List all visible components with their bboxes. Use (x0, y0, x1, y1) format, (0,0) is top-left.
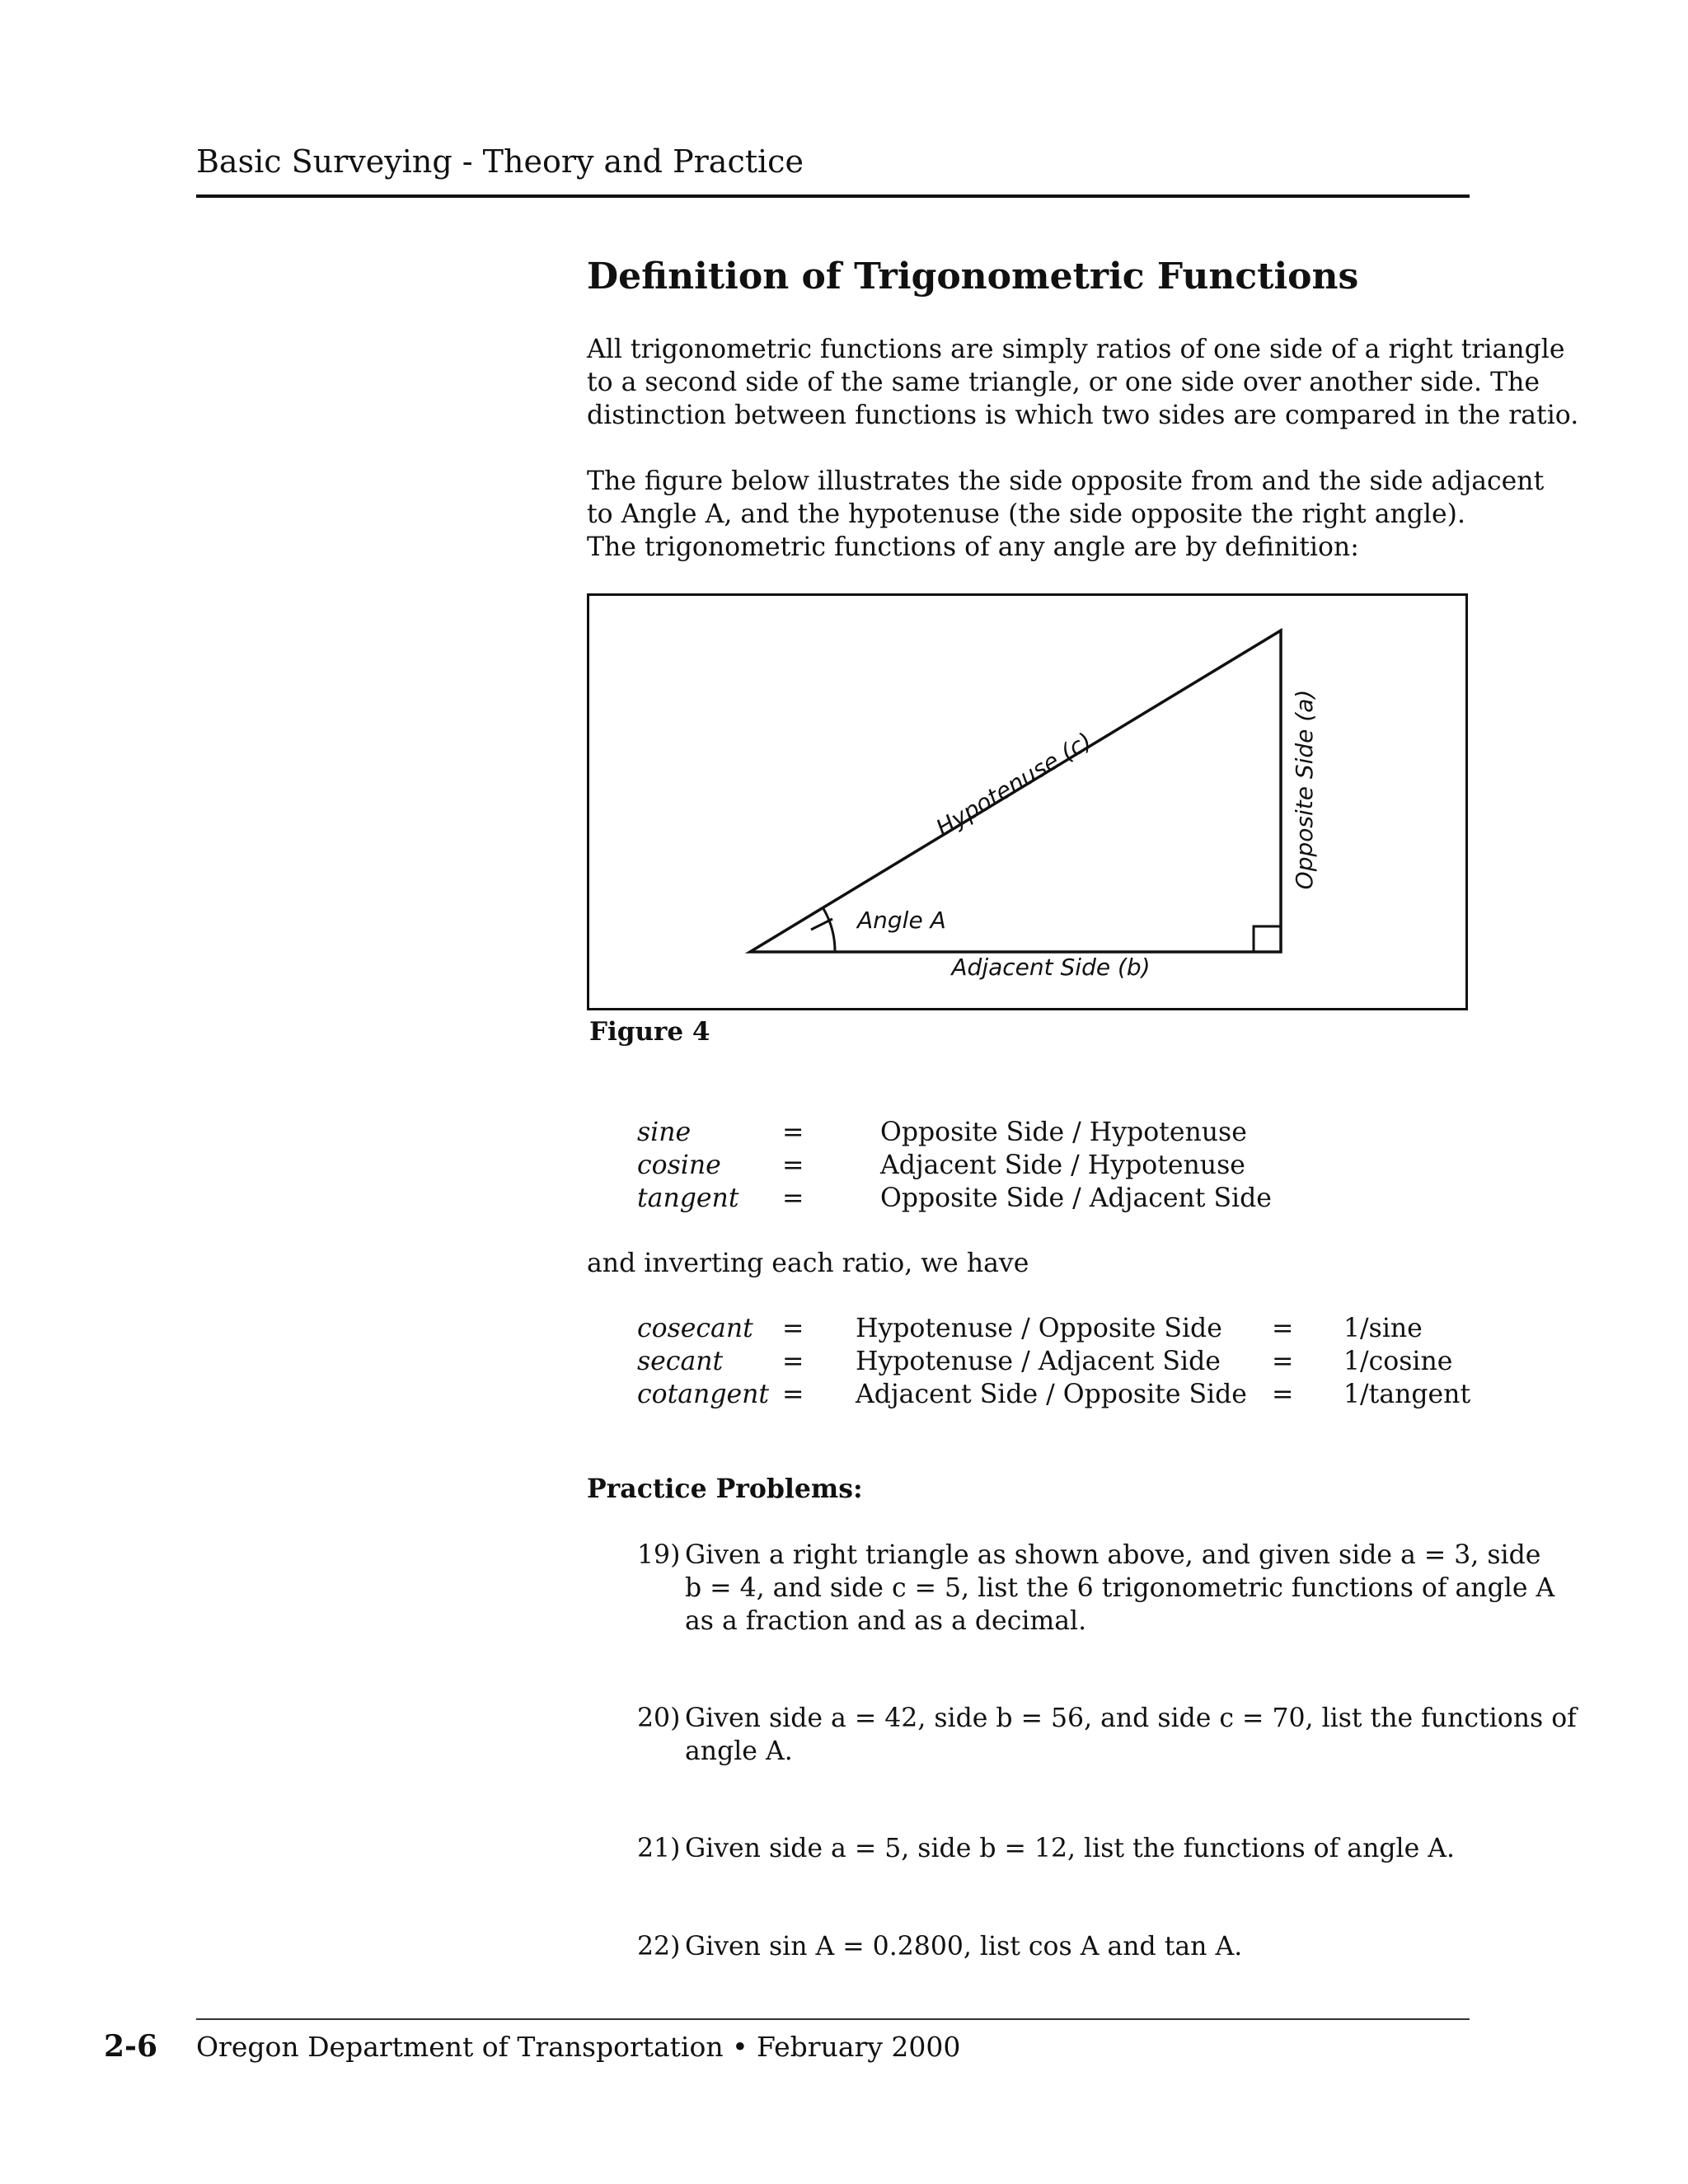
function-ratio: Opposite Side / Adjacent Side (880, 1183, 1272, 1213)
equals-sign: = (782, 1151, 804, 1180)
intro-line: All trigonometric functions are simply ratios of one side of a right triangle (587, 335, 1565, 364)
function-ratio: Opposite Side / Hypotenuse (880, 1118, 1247, 1147)
equals-sign: = (782, 1380, 804, 1409)
section-title: Definition of Trigonometric Functions (587, 255, 1359, 298)
problem-number: 22) (637, 1932, 681, 1961)
equals-sign: = (1272, 1380, 1294, 1409)
angle-arc (823, 908, 835, 953)
inverting-text: and inverting each ratio, we have (587, 1249, 1029, 1278)
equals-sign: = (1272, 1347, 1294, 1376)
function-name: cotangent (637, 1380, 770, 1409)
reciprocal: 1/tangent (1343, 1380, 1471, 1409)
angle-tick (811, 919, 832, 930)
problem-text (685, 1930, 1242, 1963)
problem-text (685, 1702, 1577, 1768)
adjacent-side-label: Adjacent Side (b) (951, 954, 1151, 981)
practice-heading: Practice Problems: (587, 1474, 863, 1504)
problem-text (685, 1832, 1455, 1865)
problem-line: Given side a = 42, side b = 56, and side c = 70, list the functions of (685, 1704, 1577, 1733)
figure-box (587, 593, 1468, 1010)
function-ratio: Adjacent Side / Hypotenuse (880, 1151, 1245, 1180)
running-head: Basic Surveying - Theory and Practice (196, 143, 804, 180)
problem-line: Given a right triangle as shown above, and given side a = 3, side (685, 1540, 1541, 1570)
figure-intro-paragraph (587, 465, 1545, 564)
figure-intro-line: The trigonometric functions of any angle are by definition: (587, 532, 1359, 562)
header-rule (196, 194, 1470, 198)
function-name: cosecant (637, 1314, 753, 1343)
equals-sign: = (782, 1314, 804, 1343)
function-name: cosine (637, 1151, 721, 1180)
intro-line: distinction between functions is which two sides are compared in the ratio. (587, 401, 1579, 430)
reciprocal: 1/cosine (1343, 1347, 1453, 1376)
problem-number: 19) (637, 1540, 681, 1570)
function-ratio: Hypotenuse / Opposite Side (856, 1314, 1222, 1343)
equals-sign: = (782, 1118, 804, 1147)
equals-sign: = (782, 1183, 804, 1213)
footer-rule (196, 2018, 1470, 2020)
opposite-side-label: Opposite Side (a) (1291, 689, 1318, 890)
intro-paragraph (587, 333, 1579, 432)
function-name: secant (637, 1347, 724, 1376)
problem-line: b = 4, and side c = 5, list the 6 trigonometric functions of angle A (685, 1573, 1555, 1603)
right-triangle-diagram (589, 596, 1465, 1008)
problem-line: Given side a = 5, side b = 12, list the functions of angle A. (685, 1834, 1456, 1863)
figure-intro-line: to Angle A, and the hypotenuse (the side opposite the right angle). (587, 499, 1465, 529)
function-name: tangent (637, 1183, 739, 1213)
page-number: 2-6 (104, 2029, 158, 2064)
problem-number: 20) (637, 1704, 681, 1733)
figure-caption: Figure 4 (589, 1017, 710, 1047)
figure-intro-line: The figure below illustrates the side opposite from and the side adjacent (587, 466, 1545, 496)
angle-a-label: Angle A (857, 907, 946, 934)
equals-sign: = (782, 1347, 804, 1376)
function-name: sine (637, 1118, 692, 1147)
problem-line: as a fraction and as a decimal. (685, 1606, 1087, 1636)
equals-sign: = (1272, 1314, 1294, 1343)
problem-text (685, 1539, 1554, 1638)
footer-text: Oregon Department of Transportation • February 2000 (196, 2031, 961, 2063)
right-angle-marker (1254, 926, 1281, 952)
intro-line: to a second side of the same triangle, or one side over another side. The (587, 368, 1540, 397)
hypotenuse-label: Hypotenuse (c) (931, 727, 1097, 842)
reciprocal: 1/sine (1343, 1314, 1423, 1343)
problem-number: 21) (637, 1834, 681, 1863)
function-ratio: Adjacent Side / Opposite Side (856, 1380, 1247, 1409)
problem-line: angle A. (685, 1736, 793, 1766)
problem-line: Given sin A = 0.2800, list cos A and tan A. (685, 1932, 1243, 1961)
function-ratio: Hypotenuse / Adjacent Side (856, 1347, 1221, 1376)
